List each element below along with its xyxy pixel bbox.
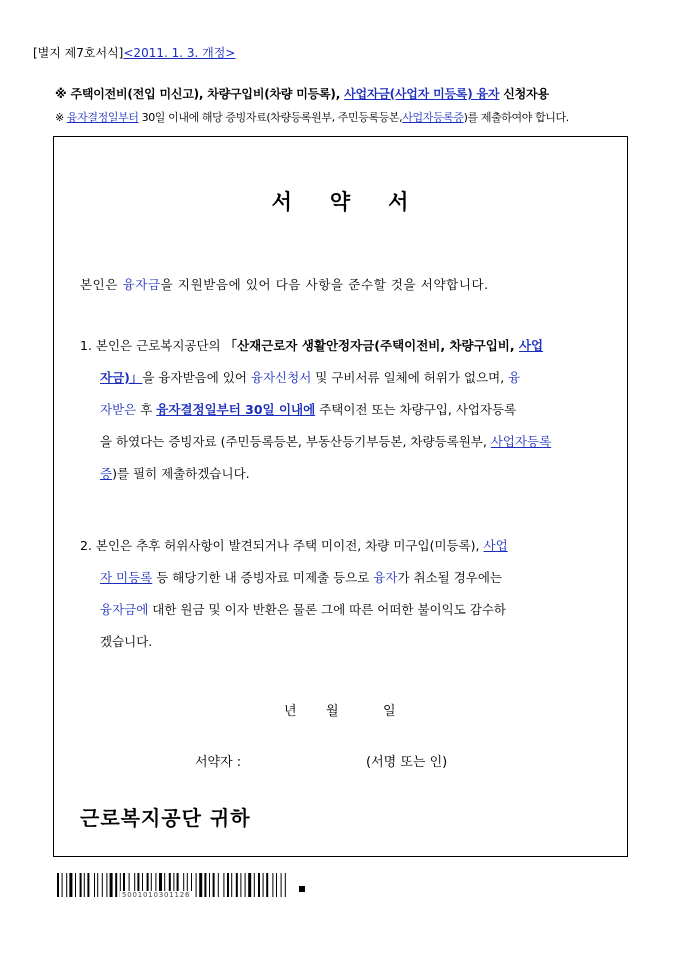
note1-link[interactable]: 사업자금(사업자 미등록) 융자: [344, 87, 500, 101]
item2-loan-term[interactable]: 융자: [373, 570, 398, 585]
note1-suffix: 신청자용: [499, 87, 549, 101]
pledge-item-1: [80, 330, 610, 490]
note1-text: ※ 주택이전비(전입 미신고), 차량구입비(차량 미등록),: [55, 87, 345, 101]
item1-text: 1. 본인은 근로복지공단의: [80, 338, 225, 353]
note2-mark: ※: [55, 111, 67, 124]
pledge-item-2: [80, 530, 610, 658]
signature-hint: (서명 또는 인): [366, 755, 448, 770]
item1-link-fund[interactable]: 자금)」: [100, 370, 143, 385]
addressee: 근로복지공단 귀하: [80, 806, 251, 830]
item1-text: 을 융자받음에 있어: [142, 370, 251, 385]
item2-text: 2. 본인은 추후 허위사항이 발견되거나 주택 미이전, 차량 미구입(미등록),: [80, 538, 484, 553]
item1-text: 을 하였다는 증빙자료 (주민등록등본, 부동산등기부등본, 차량등록원부,: [100, 434, 491, 449]
date-year-label: 년: [284, 704, 297, 719]
intro-a: 본인은: [80, 277, 123, 292]
pledge-form-box: [53, 136, 628, 857]
item1-line-1: [80, 330, 610, 362]
item1-text: 주택이전 또는 차량구입, 사업자등록: [315, 402, 517, 417]
barcode-number: 5001010301126: [122, 891, 191, 899]
item2-text: 등 해당기한 내 증빙자료 미제출 등으로: [152, 570, 374, 585]
item2-link-unregistered[interactable]: 자 미등록: [100, 570, 153, 585]
item1-fund-name: 「산재근로자 생활안정자금(주택이전비, 차량구입비,: [224, 338, 519, 353]
item1-link-cert[interactable]: 증: [100, 466, 113, 481]
item1-deadline-link[interactable]: 융자결정일부터 30일 이내에: [156, 402, 316, 417]
item2-line-2: [80, 562, 610, 594]
item1-loan-term[interactable]: 자받은: [100, 402, 137, 417]
date-month-label: 월: [326, 704, 339, 719]
item1-text: )를 필히 제출하겠습니다.: [112, 466, 250, 481]
item1-loan-term[interactable]: 융: [508, 370, 521, 385]
item1-line-5: [80, 458, 610, 490]
item1-application-term[interactable]: 융자신청서: [250, 370, 312, 385]
item2-line-3: [80, 594, 610, 626]
item2-link-business[interactable]: 사업: [483, 538, 508, 553]
date-day-label: 일: [383, 704, 396, 719]
intro-c: 을 지원받음에 있어 다음 사항을 준수할 것을 서약합니다.: [160, 277, 489, 292]
intro-loan-term[interactable]: 융자금: [122, 277, 161, 292]
item1-line-4: [80, 426, 610, 458]
document-title: 서약서: [271, 189, 447, 214]
note2-link-cert[interactable]: 사업자등록증: [402, 111, 464, 124]
note2-suffix: )를 제출하여야 합니다.: [463, 111, 569, 124]
revision-link[interactable]: <2011. 1. 3. 개정>: [123, 46, 236, 60]
item1-text: 후: [136, 402, 157, 417]
item2-loan-term[interactable]: 융자금에: [100, 602, 149, 617]
applicant-note: [55, 85, 549, 102]
signer-label: 서약자 :: [195, 755, 242, 770]
item2-line-1: [80, 530, 610, 562]
intro-sentence: [80, 275, 489, 293]
item2-line-4: 겠습니다.: [100, 634, 153, 649]
submission-note: [55, 109, 569, 125]
note2-link-date[interactable]: 융자결정일부터: [66, 111, 139, 124]
item2-text: 대한 원금 및 이자 반환은 물론 그에 따른 어떠한 불이익도 감수하: [148, 602, 506, 617]
form-header: [33, 44, 235, 61]
note2-text: 30일 이내에 해당 증빙자료(차량등록원부, 주민등록등본,: [138, 111, 403, 124]
marker-square: [299, 886, 305, 892]
item2-text: 가 취소될 경우에는: [397, 570, 503, 585]
item1-link-business[interactable]: 사업: [518, 338, 544, 353]
item1-text: 및 구비서류 일체에 허위가 없으며,: [311, 370, 509, 385]
form-label: [별지 제7호서식]: [33, 46, 124, 60]
item1-link-cert[interactable]: 사업자등록: [490, 434, 552, 449]
item1-line-2: [80, 362, 610, 394]
item1-line-3: [80, 394, 610, 426]
